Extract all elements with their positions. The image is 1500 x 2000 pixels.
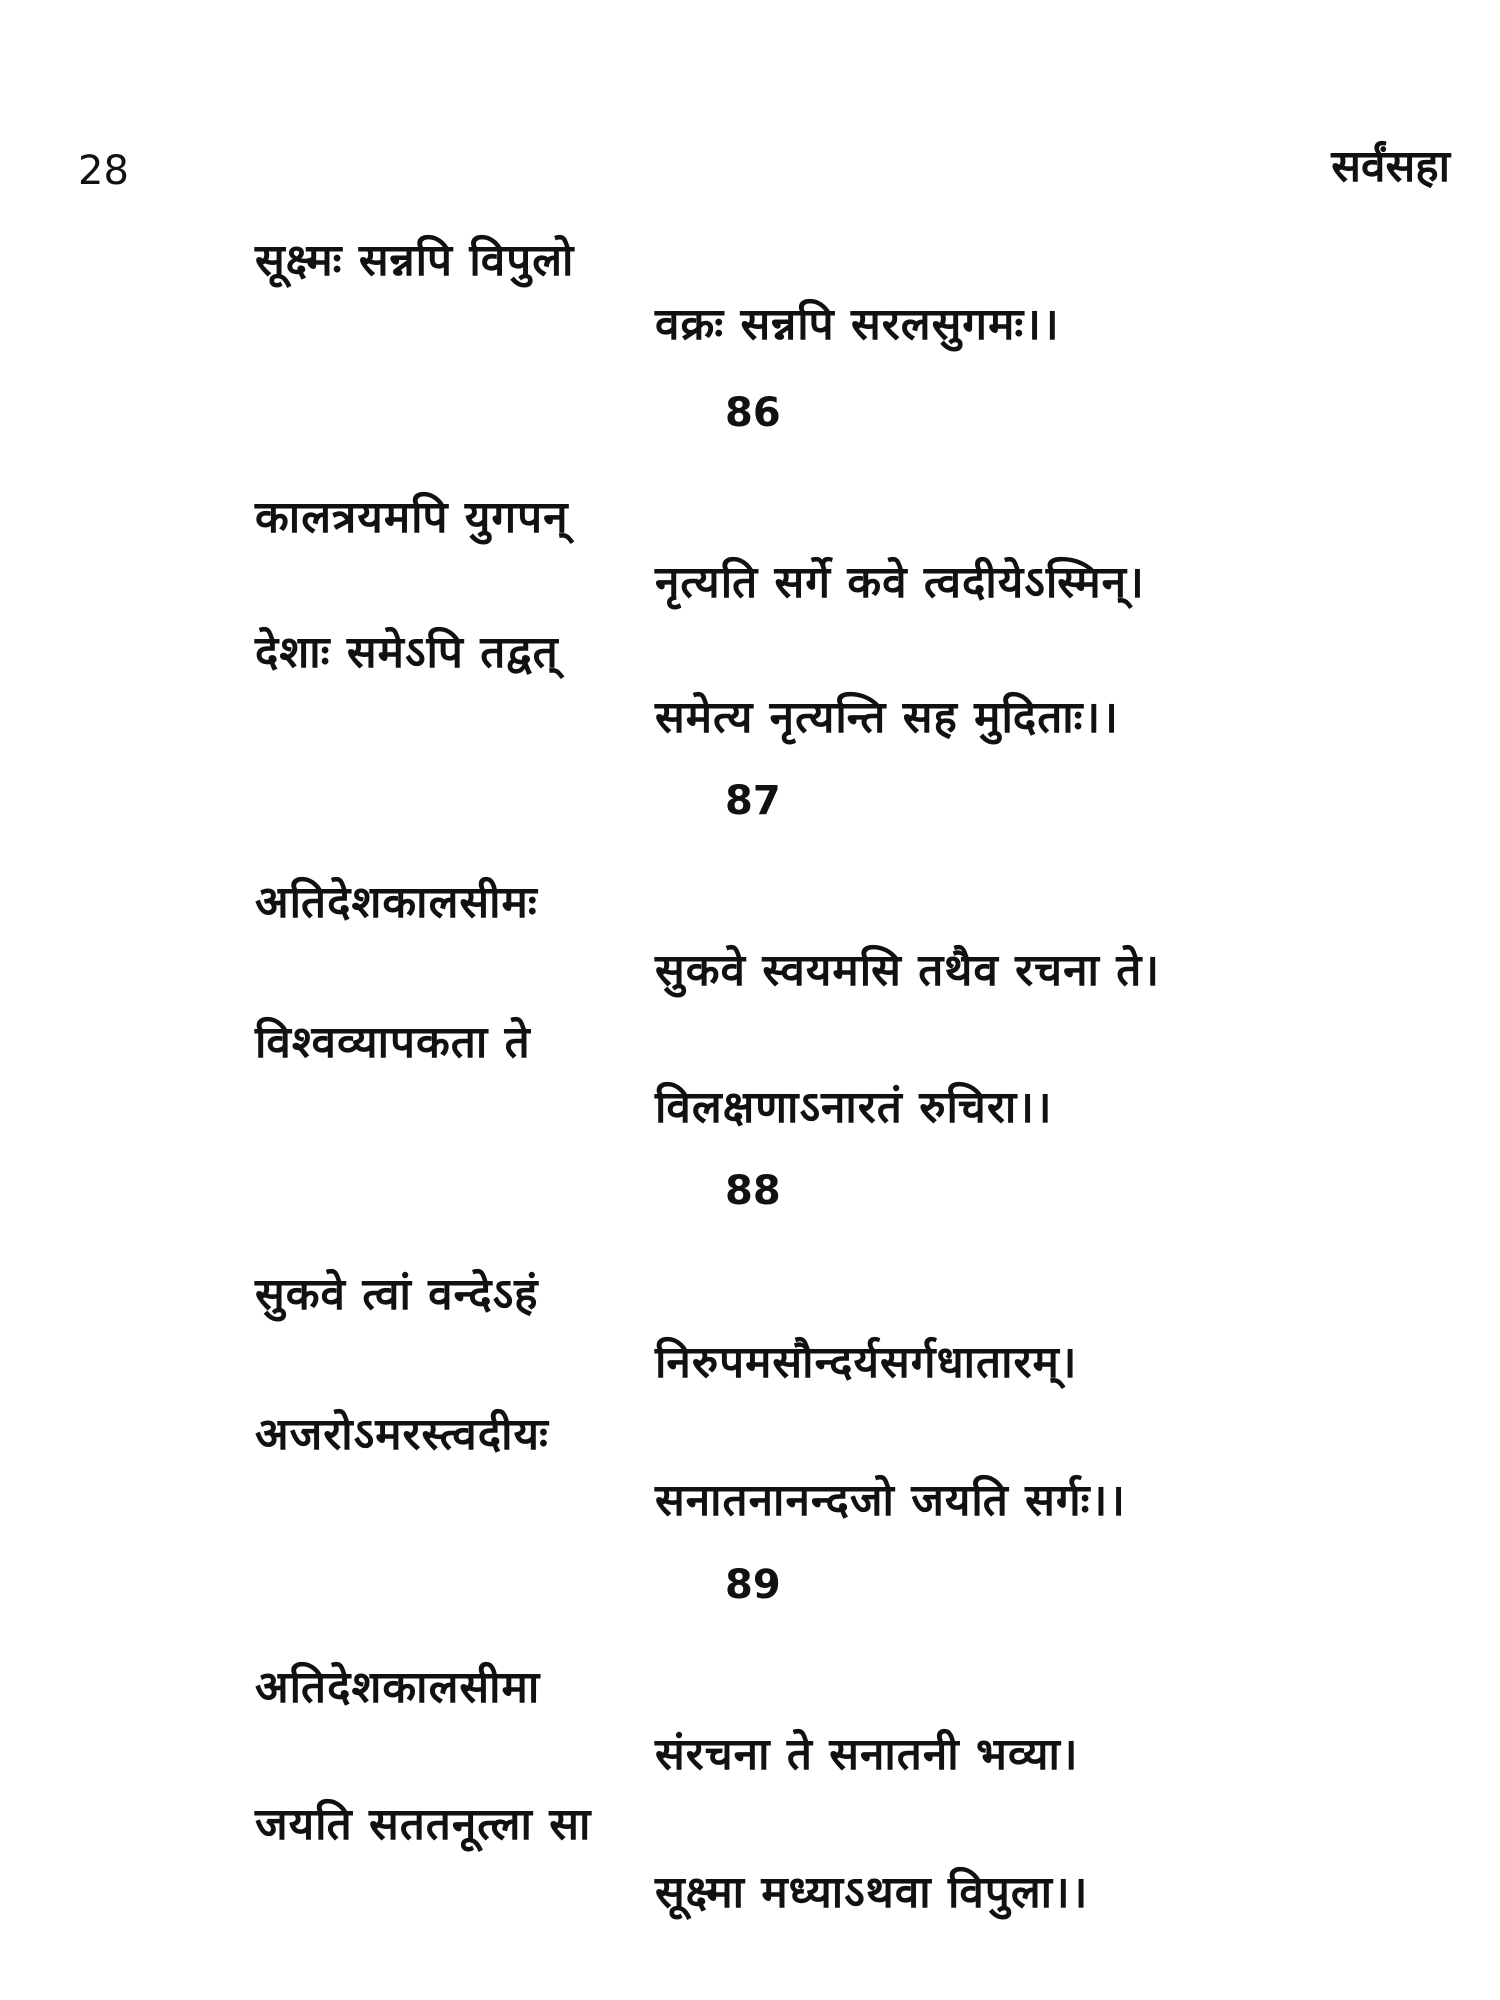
page-number: 28 [78, 148, 129, 194]
verse-line: समेत्य नृत्यन्ति सह मुदिताः।। [655, 692, 1119, 743]
verse-number: 87 [725, 778, 781, 824]
verse-line: निरुपमसौन्दर्यसर्गधातारम्। [655, 1337, 1078, 1388]
verse-line: कालत्रयमपि युगपन् [255, 492, 569, 543]
verse-number: 89 [725, 1562, 781, 1608]
verse-line: विश्वव्यापकता ते [255, 1017, 531, 1068]
verse-line: सूक्ष्मः सन्नपि विपुलो [255, 235, 575, 286]
verse-line: सूक्ष्मा मध्याऽथवा विपुला।। [655, 1867, 1089, 1918]
verse-line: नृत्यति सर्गे कवे त्वदीयेऽस्मिन्। [655, 557, 1145, 608]
verse-line: संरचना ते सनातनी भव्या। [655, 1729, 1079, 1780]
verse-number: 86 [725, 390, 781, 436]
verse-line: विलक्षणाऽनारतं रुचिरा।। [655, 1082, 1053, 1133]
verse-line: सुकवे स्वयमसि तथैव रचना ते। [655, 945, 1160, 996]
verse-line: देशाः समेऽपि तद्वत् [255, 627, 559, 678]
verse-line: सनातनानन्दजो जयति सर्गः।। [655, 1475, 1126, 1526]
verse-line: अतिदेशकालसीमः [255, 877, 538, 928]
verse-line: सुकवे त्वां वन्देऽहं [255, 1269, 539, 1320]
verse-line: अतिदेशकालसीमा [255, 1662, 541, 1713]
verse-line: जयति सततनूत्ला सा [255, 1799, 592, 1850]
verse-line: अजरोऽमरस्त्वदीयः [255, 1409, 549, 1460]
verse-number: 88 [725, 1168, 781, 1214]
running-title: सर्वंसहा [1331, 141, 1450, 192]
verse-line: वक्रः सन्नपि सरलसुगमः।। [655, 299, 1060, 350]
